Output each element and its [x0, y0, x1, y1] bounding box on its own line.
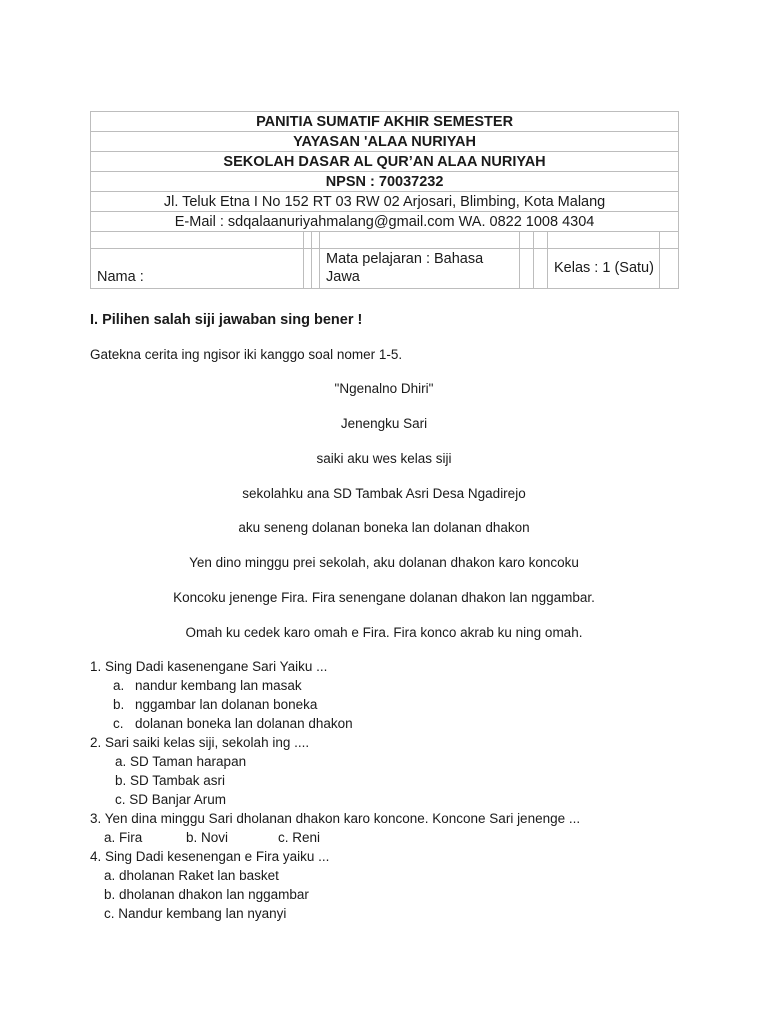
story-title: "Ngenalno Dhiri" [334, 381, 434, 396]
option-letter: c. [113, 716, 124, 731]
exam-header-table [90, 111, 679, 289]
question-2: 2. Sari saiki kelas siji, sekolah ing .... [90, 735, 310, 750]
blank-cell [520, 232, 534, 249]
blank-cell [312, 232, 320, 249]
blank-cell [520, 249, 534, 289]
story-line: saiki aku wes kelas siji [316, 451, 452, 466]
story-line: Omah ku cedek karo omah e Fira. Fira konco akrab ku ning omah. [185, 625, 583, 640]
question-2-option-a: a. SD Taman harapan [115, 754, 247, 769]
story-line: Jenengku Sari [340, 416, 428, 431]
option-letter: a. [113, 678, 125, 693]
blank-cell [548, 232, 660, 249]
school-name: SEKOLAH DASAR AL QUR’AN ALAA NURIYAH [91, 152, 679, 172]
option-text: nandur kembang lan masak [135, 678, 302, 693]
blank-cell [660, 249, 679, 289]
blank-cell [534, 249, 548, 289]
question-4-option-c: c. Nandur kembang lan nyanyi [104, 906, 287, 921]
blank-cell [304, 232, 312, 249]
question-1: 1. Sing Dadi kasenengane Sari Yaiku ... [90, 659, 328, 674]
story-line: Yen dino minggu prei sekolah, aku dolanan dhakon karo koncoku [189, 555, 579, 570]
story-line: Koncoku jenenge Fira. Fira senengane dolanan dhakon lan nggambar. [173, 590, 595, 605]
blank-cell [320, 232, 520, 249]
question-1-option-c [113, 716, 353, 731]
question-1-option-a [113, 678, 302, 693]
question-3-option-c: c. Reni [278, 830, 321, 845]
blank-cell [312, 249, 320, 289]
blank-cell [660, 232, 679, 249]
school-contact: E-Mail : sdqalaanuriyahmalang@gmail.com WA. 0822 1008 4304 [91, 212, 679, 232]
blank-cell [304, 249, 312, 289]
question-3-option-b: b. Novi [186, 830, 229, 845]
subject-field: Mata pelajaran : Bahasa Jawa [320, 249, 520, 289]
intro-text: Gatekna cerita ing ngisor iki kanggo soal nomer 1-5. [90, 347, 403, 362]
question-4: 4. Sing Dadi kesenengan e Fira yaiku ... [90, 849, 330, 864]
question-2-option-c: c. SD Banjar Arum [115, 792, 227, 807]
school-address: Jl. Teluk Etna I No 152 RT 03 RW 02 Arjosari, Blimbing, Kota Malang [91, 192, 679, 212]
section-heading: I. Pilihen salah siji jawaban sing bener ! [90, 312, 363, 328]
story-line: sekolahku ana SD Tambak Asri Desa Ngadirejo [242, 486, 526, 501]
question-4-option-a: a. dholanan Raket lan basket [104, 868, 279, 883]
class-field: Kelas : 1 (Satu) [548, 249, 660, 289]
blank-cell [534, 232, 548, 249]
student-name-field: Nama : [91, 249, 304, 289]
question-2-option-b: b. SD Tambak asri [115, 773, 226, 788]
story-line: aku seneng dolanan boneka lan dolanan dhakon [238, 520, 530, 535]
foundation-name: YAYASAN 'ALAA NURIYAH [91, 132, 679, 152]
option-letter: b. [113, 697, 125, 712]
question-3-option-a: a. Fira [104, 830, 143, 845]
question-3: 3. Yen dina minggu Sari dholanan dhakon karo koncone. Koncone Sari jenenge ... [90, 811, 581, 826]
question-1-option-b [113, 697, 317, 712]
npsn: NPSN : 70037232 [91, 172, 679, 192]
option-text: dolanan boneka lan dolanan dhakon [135, 716, 353, 731]
blank-cell [91, 232, 304, 249]
question-4-option-b: b. dholanan dhakon lan nggambar [104, 887, 309, 902]
committee-title: PANITIA SUMATIF AKHIR SEMESTER [91, 112, 679, 132]
option-text: nggambar lan dolanan boneka [135, 697, 318, 712]
